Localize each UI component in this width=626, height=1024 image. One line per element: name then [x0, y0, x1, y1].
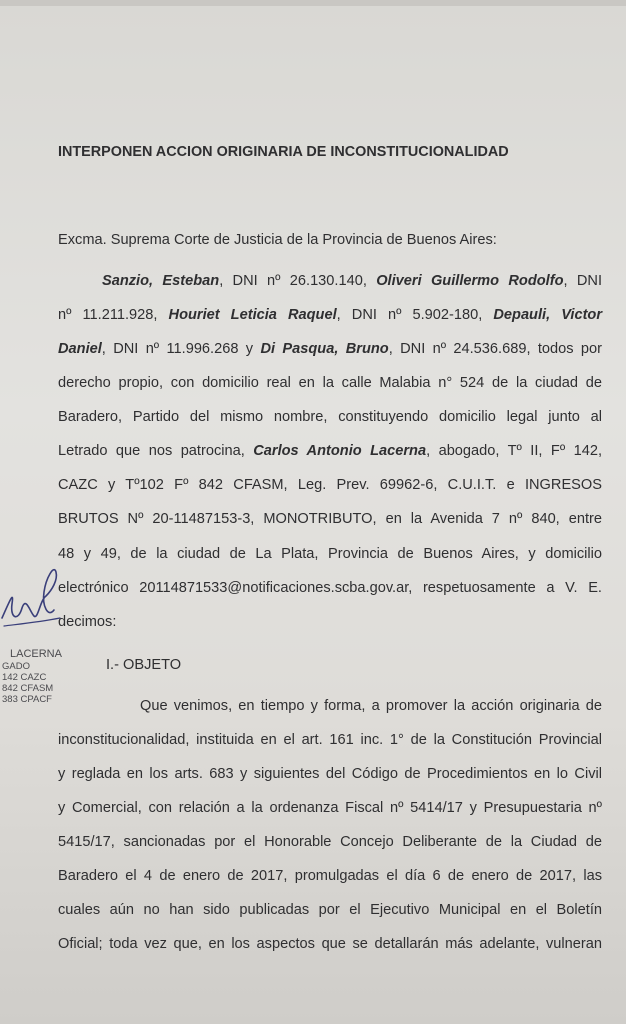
- paragraph-line: Oficial; toda vez que, en los aspectos que se detallarán más adelante, vulneran: [58, 936, 602, 952]
- text-span: , DNI nº 26.130.140,: [219, 273, 377, 289]
- text-span: , DNI nº 5.902-180,: [336, 307, 494, 323]
- party-name: Houriet Leticia Raquel: [168, 307, 337, 323]
- paragraph-line: 5415/17, sancionadas por el Honorable Concejo Deliberante de la Ciudad de: [58, 834, 602, 850]
- document-title: INTERPONEN ACCION ORIGINARIA DE INCONSTITUCIONALIDAD: [58, 144, 509, 160]
- party-name: Depauli, Victor: [493, 307, 603, 323]
- section-heading: I.- OBJETO: [106, 657, 182, 673]
- paragraph-line: y Comercial, con relación a la ordenanza Fiscal nº 5414/17 y Presupuestaria nº: [58, 800, 602, 816]
- paragraph-line: [58, 339, 602, 359]
- paragraph-line: inconstitucionalidad, instituida en el art. 161 inc. 1° de la Constitución Provincial: [58, 732, 602, 748]
- paragraph-line: Que venimos, en tiempo y forma, a promover la acción originaria de: [140, 698, 602, 714]
- paragraph-line: electrónico 20114871533@notificaciones.scba.gov.ar, respetuosamente a V. E.: [58, 580, 602, 596]
- paragraph-line: [58, 305, 602, 325]
- salutation: Excma. Suprema Corte de Justicia de la Provincia de Buenos Aires:: [58, 232, 497, 248]
- party-name: Daniel: [58, 341, 102, 357]
- paragraph-line: cuales aún no han sido publicadas por el Ejecutivo Municipal en el Boletín: [58, 902, 602, 918]
- party-name: Oliveri Guillermo Rodolfo: [376, 273, 564, 289]
- stamp-line: 842 CFASM: [2, 683, 54, 694]
- paragraph-line: decimos:: [58, 614, 117, 630]
- text-span: Letrado que nos patrocina,: [58, 443, 254, 459]
- page-edge: [0, 0, 626, 6]
- text-span: nº 11.211.928,: [58, 307, 169, 323]
- party-name: Sanzio, Esteban: [102, 273, 220, 289]
- paragraph-line: 48 y 49, de la ciudad de La Plata, Provincia de Buenos Aires, y domicilio: [58, 546, 602, 562]
- party-name: Di Pasqua, Bruno: [260, 341, 389, 357]
- paragraph-line: CAZC y Tº102 Fº 842 CFASM, Leg. Prev. 69962-6, C.U.I.T. e INGRESOS: [58, 477, 602, 493]
- paragraph-line: Baradero el 4 de enero de 2017, promulgadas el día 6 de enero de 2017, las: [58, 868, 602, 884]
- stamp-name: LACERNA: [10, 648, 62, 660]
- lawyer-name: Carlos Antonio Lacerna: [253, 443, 427, 459]
- stamp-line: 142 CAZC: [2, 672, 47, 683]
- paragraph-line: [58, 441, 602, 461]
- text-span: , DNI: [563, 273, 603, 289]
- paragraph-line: [102, 271, 602, 291]
- stamp-line: GADO: [2, 661, 30, 672]
- signature-stamp: [0, 560, 100, 710]
- paragraph-line: y reglada en los arts. 683 y siguientes del Código de Procedimientos en lo Civil: [58, 766, 602, 782]
- stamp-line: 383 CPACF: [2, 694, 52, 705]
- paragraph-line: BRUTOS Nº 20-11487153-3, MONOTRIBUTO, en la Avenida 7 nº 840, entre: [58, 511, 602, 527]
- paragraph-line: Baradero, Partido del mismo nombre, constituyendo domicilio legal junto al: [58, 409, 602, 425]
- text-span: , DNI nº 24.536.689, todos por: [388, 341, 602, 357]
- text-span: , abogado, Tº II, Fº 142,: [426, 443, 602, 459]
- paragraph-line: derecho propio, con domicilio real en la calle Malabia n° 524 de la ciudad de: [58, 375, 602, 391]
- text-span: , DNI nº 11.996.268 y: [101, 341, 261, 357]
